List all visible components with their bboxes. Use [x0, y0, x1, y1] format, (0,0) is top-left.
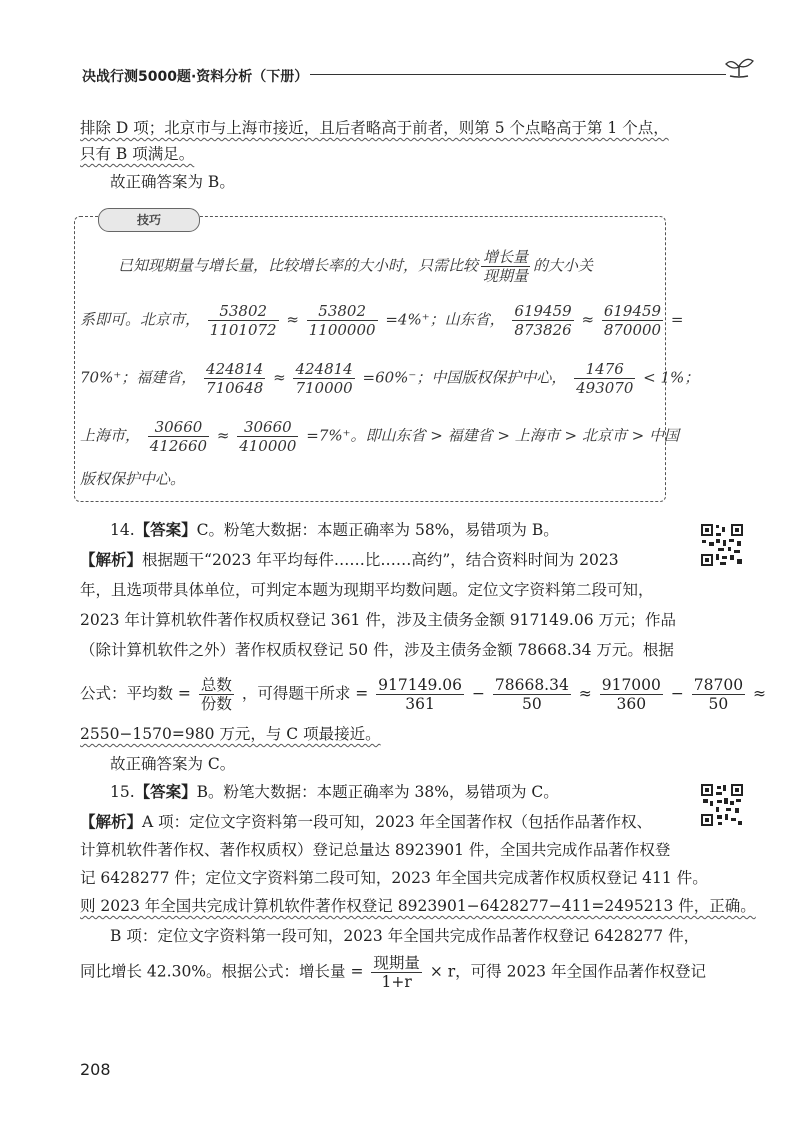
numerator: 增长量: [483, 248, 529, 266]
q15-answer-line: [110, 780, 559, 804]
denominator: 360: [616, 695, 647, 713]
denominator: 50: [521, 695, 542, 713]
running-header: 决战行测5000题·资料分析（下册）: [82, 69, 309, 85]
q15-analysis-line-4: [80, 894, 756, 918]
answer-label: 【答案】: [134, 782, 197, 801]
fraction: [148, 418, 209, 455]
numerator: 619459: [603, 302, 662, 320]
intro-line-2: 只有 B 项满足。: [80, 145, 195, 163]
numerator: 现期量: [373, 954, 420, 972]
approx-sign: ≈: [216, 426, 230, 445]
qr-code-icon[interactable]: [700, 523, 744, 567]
tip-text: 上海市，: [80, 426, 141, 445]
fraction: [493, 676, 571, 713]
denominator: 870000: [603, 321, 662, 339]
fraction: [208, 302, 279, 339]
fraction: [600, 676, 663, 713]
q15-analysis-line-2: 计算机软件著作权、著作权质权）登记总量达 8923901 件，全国共完成作品著作权登: [80, 841, 671, 859]
denominator: 1+r: [381, 973, 412, 991]
page-number: 208: [80, 1060, 111, 1079]
denominator: 710000: [295, 379, 353, 397]
tip-text: 已知现期量与增长量，比较增长率的大小时，只需比较: [118, 256, 479, 275]
numerator: 53802: [307, 302, 378, 321]
denominator: 361: [405, 695, 435, 713]
tip-line-1: [118, 248, 593, 285]
denominator: 1101072: [209, 321, 277, 339]
tip-line-2: [80, 302, 683, 339]
numerator: 总数: [200, 676, 232, 694]
fraction: [602, 302, 663, 339]
question-number: 14.: [110, 521, 135, 539]
tip-text: 的大小关: [533, 256, 594, 275]
formula-text: 同比增长 42.30%。根据公式：增长量 =: [80, 962, 364, 981]
answer-label: 【答案】: [134, 520, 197, 539]
fraction: [376, 676, 464, 713]
fraction: [512, 302, 573, 339]
denominator: 1100000: [308, 321, 376, 339]
denominator: 412660: [149, 437, 208, 455]
q15-analysis-line-5: B 项：定位文字资料第一段可知，2023 年全国共完成作品著作权登记 6428277 件，: [110, 927, 700, 945]
minus-sign: −: [670, 684, 684, 703]
q14-formula-line: [80, 676, 766, 713]
formula-text: × r，可得 2023 年全国作品著作权登记: [429, 962, 706, 981]
fraction: [574, 360, 635, 397]
analysis-label: 【解析】: [80, 550, 143, 569]
analysis-text: 根据题干“2023 年平均每件……比……高约”，结合资料时间为 2023: [142, 551, 619, 569]
denominator: 410000: [239, 437, 297, 455]
tip-line-5: 版权保护中心。: [80, 470, 186, 488]
denominator: 现期量: [483, 267, 529, 285]
denominator: 50: [708, 695, 729, 713]
q14-answer-line: [110, 518, 559, 542]
q14-analysis-line-3: 2023 年计算机软件著作权质权登记 361 件，涉及主债务金额 917149.06 万元；作品: [80, 611, 676, 629]
approx-sign: ≈: [286, 310, 299, 329]
numerator: 78668.34: [494, 676, 569, 694]
numerator: 917000: [601, 676, 661, 694]
fraction: [199, 676, 234, 713]
fraction: [371, 954, 422, 991]
analysis-label: 【解析】: [80, 812, 143, 831]
intro-answer: 故正确答案为 B。: [110, 173, 235, 191]
denominator: 873826: [514, 321, 572, 339]
tip-text: =60%⁻；中国版权保护中心，: [362, 368, 567, 387]
analysis-text: 则 2023 年全国共完成计算机软件著作权登记 8923901−6428277−411=2495213 件，正确。: [80, 897, 756, 915]
q15-analysis-line-1: [80, 810, 652, 834]
approx-sign: ≈: [273, 368, 286, 387]
q14-result-line: [80, 722, 381, 746]
numerator: 30660: [237, 418, 298, 437]
denominator: 493070: [576, 379, 634, 397]
tip-line-3: [80, 360, 699, 397]
approx-sign: ≈: [578, 684, 592, 703]
numerator: 78700: [693, 676, 744, 694]
q14-analysis-line-1: [80, 548, 619, 572]
tip-line-4: [80, 418, 679, 455]
denominator: 份数: [200, 695, 232, 713]
numerator: 30660: [148, 418, 209, 437]
intro-line-1: 排除 D 项；北京市与上海市接近，且后者略高于前者，则第 5 个点略高于第 1 个点，: [80, 119, 669, 137]
approx-sign: ≈: [753, 684, 767, 703]
denominator: 710648: [206, 379, 264, 397]
numerator: 1476: [574, 360, 635, 379]
numerator: 424814: [295, 360, 353, 378]
minus-sign: −: [471, 684, 485, 703]
fraction: [692, 676, 745, 713]
q15-analysis-line-3: 记 6428277 件；定位文字资料第二段可知，2023 年全国共完成著作权质权登记 411 件。: [80, 869, 708, 887]
equals-sign: =: [670, 310, 684, 329]
answer-text: C。粉笔大数据：本题正确率为 58%，易错项为 B。: [196, 521, 559, 539]
fraction: [204, 360, 265, 397]
tip-text: 70%⁺；福建省，: [80, 368, 197, 387]
sprout-icon: [722, 52, 756, 86]
numerator: 53802: [208, 302, 279, 321]
formula-text: ，可得题干所求 =: [241, 684, 369, 703]
approx-sign: ≈: [581, 310, 595, 329]
fraction: [237, 418, 298, 455]
tip-badge: 技巧: [98, 208, 200, 232]
numerator: 424814: [206, 360, 264, 378]
q14-final-answer: 故正确答案为 C。: [110, 755, 236, 773]
q14-analysis-line-2: 年，且选项带具体单位，可判定本题为现期平均数问题。定位文字资料第二段可知，: [80, 581, 654, 599]
formula-text: 公式：平均数 =: [80, 684, 191, 703]
tip-text: < 1%；: [643, 368, 700, 387]
fraction: [293, 360, 354, 397]
numerator: 619459: [514, 302, 572, 320]
tip-text: =4%⁺；山东省，: [385, 310, 505, 329]
fraction: [307, 302, 378, 339]
answer-text: B。粉笔大数据：本题正确率为 38%，易错项为 C。: [196, 783, 559, 801]
result-text: 2550−1570=980 万元，与 C 项最接近。: [80, 725, 381, 743]
tip-text: 系即可。北京市，: [80, 310, 201, 329]
q15-formula-line: [80, 954, 706, 991]
fraction: [481, 248, 530, 285]
analysis-text: A 项：定位文字资料第一段可知，2023 年全国著作权（包括作品著作权、: [142, 813, 653, 831]
tip-text: =7%⁺。即山东省 > 福建省 > 上海市 > 北京市 > 中国: [306, 426, 679, 445]
question-number: 15.: [110, 783, 135, 801]
numerator: 917149.06: [378, 676, 462, 694]
qr-code-icon[interactable]: [700, 783, 744, 827]
header-rule: [310, 74, 726, 75]
q14-analysis-line-4: （除计算机软件之外）著作权质权登记 50 件，涉及主债务金额 78668.34 万元。根据: [80, 641, 674, 659]
